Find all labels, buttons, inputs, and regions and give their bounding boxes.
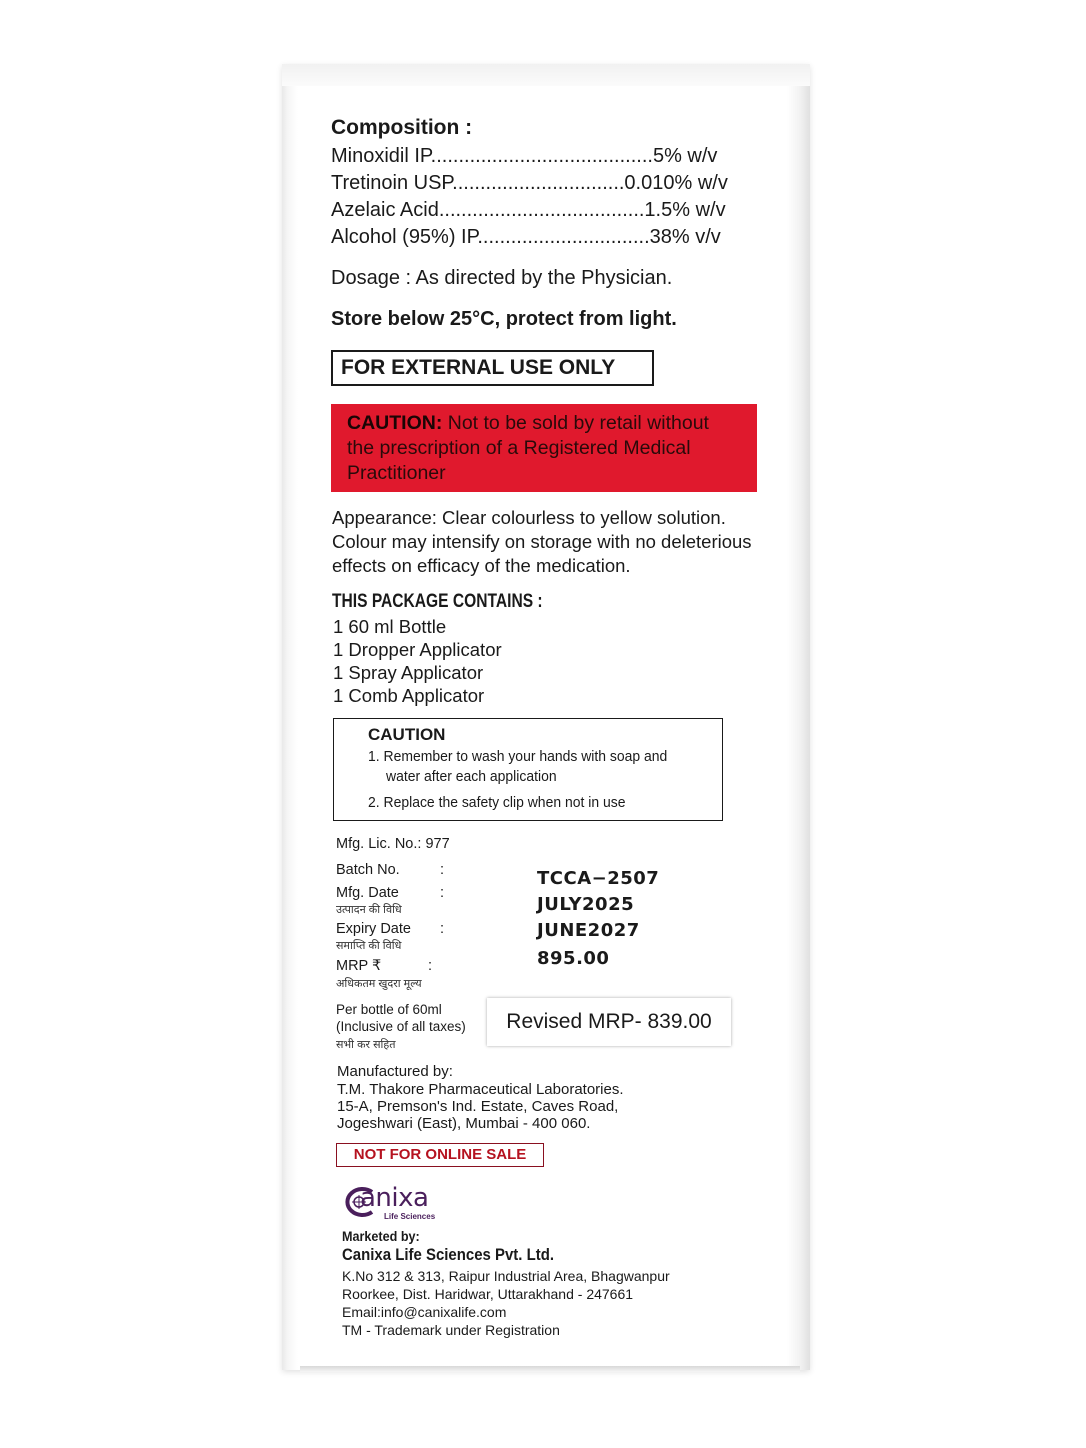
inclusive-taxes-text: (Inclusive of all taxes) [336, 1019, 466, 1034]
expiry-value: JUNE2027 [537, 920, 640, 941]
caution-item: 2. Replace the safety clip when not in use [368, 794, 626, 811]
caution-item: 1. Remember to wash your hands with soap and [368, 748, 668, 765]
caution-text: Not to be sold by retail without the prescription of a Registered Medical Practitioner [347, 412, 709, 484]
expiry-hindi: समाप्ति की विधि [336, 940, 402, 952]
carton-top-edge [282, 64, 810, 86]
batch-value: TCCA−2507 [537, 868, 660, 889]
marketer-email: Email:info@canixalife.com [342, 1304, 507, 1320]
dosage-text: Dosage : As directed by the Physician. [331, 267, 673, 289]
caution-item-continued: water after each application [386, 768, 557, 785]
composition-title: Composition : [331, 116, 473, 139]
prescription-caution-banner [331, 404, 757, 492]
storage-text: Store below 25°C, protect from light. [331, 308, 677, 330]
appearance-text: Appearance: Clear colourless to yellow solution. Colour may intensify on storage with no deleterious effects on efficacy of the medication. [332, 507, 752, 576]
not-for-online-sale-label: NOT FOR ONLINE SALE [336, 1143, 544, 1167]
mrp-label: MRP ₹ [336, 958, 382, 974]
expiry-label: Expiry Date [336, 921, 411, 937]
marketer-address-line: Roorkee, Dist. Haridwar, Uttarakhand - 247661 [342, 1286, 634, 1302]
package-item: 1 Dropper Applicator [333, 639, 502, 660]
mfg-date-value: JULY2025 [537, 894, 635, 915]
colon: : [440, 885, 445, 901]
batch-label: Batch No. [336, 862, 400, 878]
caution-label: CAUTION: [347, 412, 443, 434]
package-item: 1 Comb Applicator [333, 685, 485, 706]
package-item: 1 Spray Applicator [333, 662, 484, 683]
manufacturer-line: 15-A, Premson's Ind. Estate, Caves Road, [337, 1098, 619, 1115]
colon: : [428, 958, 433, 974]
usage-caution-title: CAUTION [368, 725, 446, 744]
per-bottle-text: Per bottle of 60ml [336, 1002, 442, 1017]
mrp-hindi: अधिकतम खुदरा मूल्य [336, 978, 422, 990]
mfg-date-hindi: उत्पादन की विधि [336, 904, 402, 916]
mfg-license: Mfg. Lic. No.: 977 [336, 836, 450, 852]
logo-wordmark: anixa [360, 1183, 429, 1213]
external-use-label: FOR EXTERNAL USE ONLY [331, 350, 654, 386]
colon: : [440, 921, 445, 937]
composition-line: Tretinoin USP...............................0.010% w/v [331, 172, 728, 194]
inclusive-taxes-hindi: सभी कर सहित [336, 1039, 396, 1051]
manufacturer-heading: Manufactured by: [337, 1063, 453, 1080]
mfg-date-label: Mfg. Date [336, 885, 399, 901]
carton-bottom-edge [300, 1366, 800, 1372]
manufacturer-line: T.M. Thakore Pharmaceutical Laboratories. [337, 1081, 624, 1098]
logo-subtitle: Life Sciences [384, 1212, 436, 1221]
marketer-address-line: K.No 312 & 313, Raipur Industrial Area, Bhagwanpur [342, 1268, 670, 1284]
marketer-heading: Marketed by: [342, 1228, 420, 1244]
trademark-note: TM - Trademark under Registration [342, 1322, 560, 1338]
revised-mrp-sticker: Revised MRP- 839.00 [487, 998, 731, 1046]
package-item: 1 60 ml Bottle [333, 616, 447, 637]
mrp-value: 895.00 [537, 948, 610, 969]
medicine-carton [282, 64, 810, 1370]
manufacturer-line: Jogeshwari (East), Mumbai - 400 060. [337, 1115, 591, 1132]
composition-line: Azelaic Acid.....................................1.5% w/v [331, 199, 726, 221]
composition-line: Minoxidil IP........................................5% w/v [331, 145, 718, 167]
composition-line: Alcohol (95%) IP...............................38% v/v [331, 226, 721, 248]
package-contents-title: THIS PACKAGE CONTAINS : [332, 591, 543, 612]
marketer-company: Canixa Life Sciences Pvt. Ltd. [342, 1245, 555, 1264]
colon: : [440, 862, 445, 878]
